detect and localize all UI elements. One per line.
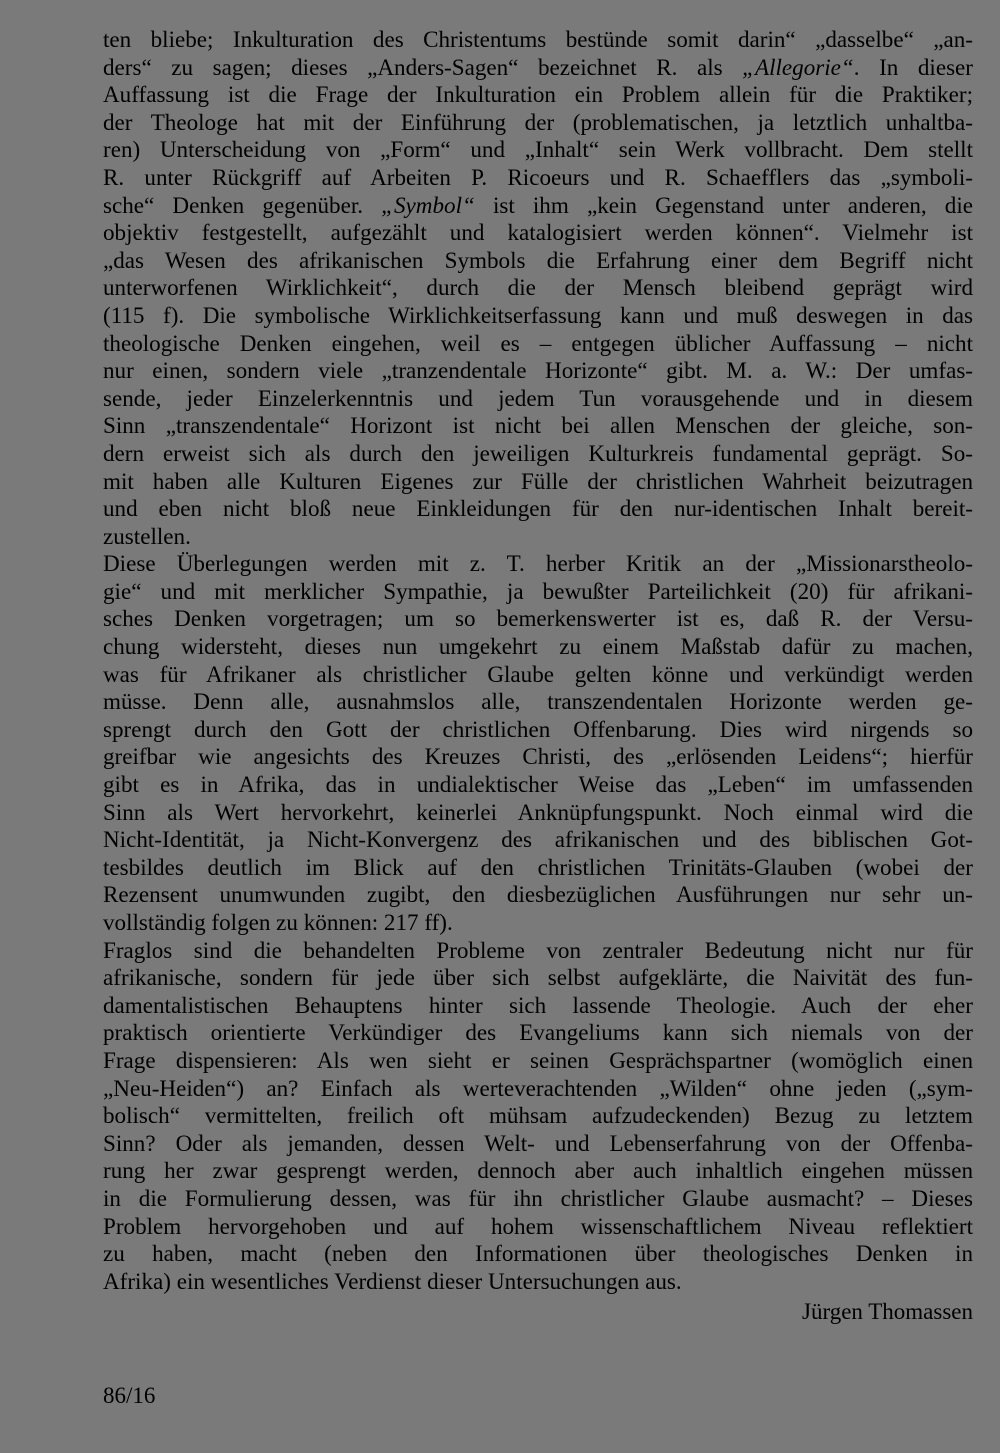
text-line: Frage dispensieren: Als wen sieht er seinen Gesprächspartner (womöglich einen [103, 1046, 973, 1073]
text-line: ten bliebe; Inkulturation des Christentums bestünde somit darin“ „dasselbe“ „an- [103, 26, 973, 52]
text-line: sches Denken vorgetragen; um so bemerkenswerter ist es, daß R. der Versu- [103, 605, 973, 632]
text-line: sche“ Denken gegenüber. „Symbol“ ist ihm „kein Gegenstand unter anderen, die [103, 191, 973, 218]
text-line: mit haben alle Kulturen Eigenes zur Fülle der christlichen Wahrheit beizutragen [103, 467, 973, 494]
text-line: R. unter Rückgriff auf Arbeiten P. Ricoeurs und R. Schaefflers das „symboli- [103, 163, 973, 190]
paragraph-2 [103, 550, 973, 936]
text-line: damentalistischen Behauptens hinter sich lassende Theologie. Auch der eher [103, 991, 973, 1018]
text-line: Sinn als Wert hervorkehrt, keinerlei Anknüpfungspunkt. Noch einmal wird die [103, 798, 973, 825]
paragraph-1 [103, 26, 973, 550]
text-line: in die Formulierung dessen, was für ihn christlicher Glaube ausmacht? – Dieses [103, 1184, 973, 1211]
text-line: sende, jeder Einzelerkenntnis und jedem Tun vorausgehende und in diesem [103, 384, 973, 411]
text-line: Rezensent unumwunden zugibt, den diesbezüglichen Ausführungen nur sehr un- [103, 881, 973, 908]
text-line: zustellen. [103, 522, 191, 549]
text-line: und eben nicht bloß neue Einkleidungen für den nur-identischen Inhalt bereit- [103, 495, 973, 522]
text-line: „Neu-Heiden“) an? Einfach als werteverachtenden „Wilden“ ohne jeden („sym- [103, 1074, 973, 1101]
text-line: Auffassung ist die Frage der Inkulturation ein Problem allein für die Praktiker; [103, 81, 973, 108]
text-line: Problem hervorgehoben und auf hohem wissenschaftlichem Niveau reflektiert [103, 1212, 973, 1239]
text-line: greifbar wie angesichts des Kreuzes Christi, des „erlösenden Leidens“; hierfür [103, 743, 973, 770]
text-line: gie“ und mit merklicher Sympathie, ja bewußter Parteilichkeit (20) für afrikani- [103, 577, 973, 604]
text-line: rung her zwar gesprengt werden, dennoch aber auch inhaltlich eingehen müssen [103, 1157, 973, 1184]
text-line: zu haben, macht (neben den Informationen über theologisches Denken in [103, 1240, 973, 1267]
text-line: unterworfenen Wirklichkeit“, durch die der Mensch bleibend geprägt wird [103, 274, 973, 301]
author-signature: Jürgen Thomassen [802, 1299, 973, 1325]
text-line: Diese Überlegungen werden mit z. T. herber Kritik an der „Missionarstheolo- [103, 550, 973, 577]
text-line: (115 f). Die symbolische Wirklichkeitserfassung kann und muß deswegen in das [103, 301, 973, 328]
text-line: ren) Unterscheidung von „Form“ und „Inhalt“ sein Werk vollbracht. Dem stellt [103, 136, 973, 163]
text-line: ders“ zu sagen; dieses „Anders-Sagen“ bezeichnet R. als „Allegorie“. In dieser [103, 53, 973, 80]
text-line: was für Afrikaner als christlicher Glaube gelten könne und verkündigt werden [103, 660, 973, 687]
text-line: bolisch“ vermittelten, freilich oft mühsam aufzudeckenden) Bezug zu letztem [103, 1102, 973, 1129]
text-line: praktisch orientierte Verkündiger des Evangeliums kann sich niemals von der [103, 1019, 973, 1046]
text-line: chung widersteht, dieses nun umgekehrt zu einem Maßstab dafür zu machen, [103, 633, 973, 660]
text-line: gibt es in Afrika, das in undialektischer Weise das „Leben“ im umfassenden [103, 771, 973, 798]
text-line: müsse. Denn alle, ausnahmslos alle, transzendentalen Horizonte werden ge- [103, 688, 973, 715]
text-line: tesbildes deutlich im Blick auf den christlichen Trinitäts-Glauben (wobei der [103, 853, 973, 880]
text-line: sprengt durch den Gott der christlichen Offenbarung. Dies wird nirgends so [103, 715, 973, 742]
text-line: dern erweist sich als durch den jeweiligen Kulturkreis fundamental geprägt. So- [103, 439, 973, 466]
text-line: der Theologe hat mit der Einführung der (problematischen, ja letztlich unhaltba- [103, 108, 973, 135]
text-line: theologische Denken eingehen, weil es – entgegen üblicher Auffassung – nicht [103, 329, 973, 356]
text-line: Fraglos sind die behandelten Probleme von zentraler Bedeutung nicht nur für [103, 936, 973, 963]
text-line: Nicht-Identität, ja Nicht-Konvergenz des afrikanischen und des biblischen Got- [103, 826, 973, 853]
text-line: „das Wesen des afrikanischen Symbols die Erfahrung einer dem Begriff nicht [103, 246, 973, 273]
text-line: nur einen, sondern viele „tranzendentale Horizonte“ gibt. M. a. W.: Der umfas- [103, 357, 973, 384]
paragraph-3 [103, 937, 973, 1296]
text-line: Afrika) ein wesentliches Verdienst dieser Untersuchungen aus. [103, 1267, 682, 1294]
text-line: afrikanische, sondern für jede über sich selbst aufgeklärte, die Naivität des fun- [103, 964, 973, 991]
page-number: 86/16 [103, 1383, 156, 1408]
text-line: Sinn? Oder als jemanden, dessen Welt- und Lebenserfahrung von der Offenba- [103, 1129, 973, 1156]
text-line: Sinn „transzendentale“ Horizont ist nicht bei allen Menschen der gleiche, son- [103, 412, 973, 439]
text-line: vollständig folgen zu können: 217 ff). [103, 909, 453, 935]
document-page [103, 26, 973, 1326]
text-line: objektiv festgestellt, aufgezählt und katalogisiert werden können“. Vielmehr ist [103, 219, 973, 246]
